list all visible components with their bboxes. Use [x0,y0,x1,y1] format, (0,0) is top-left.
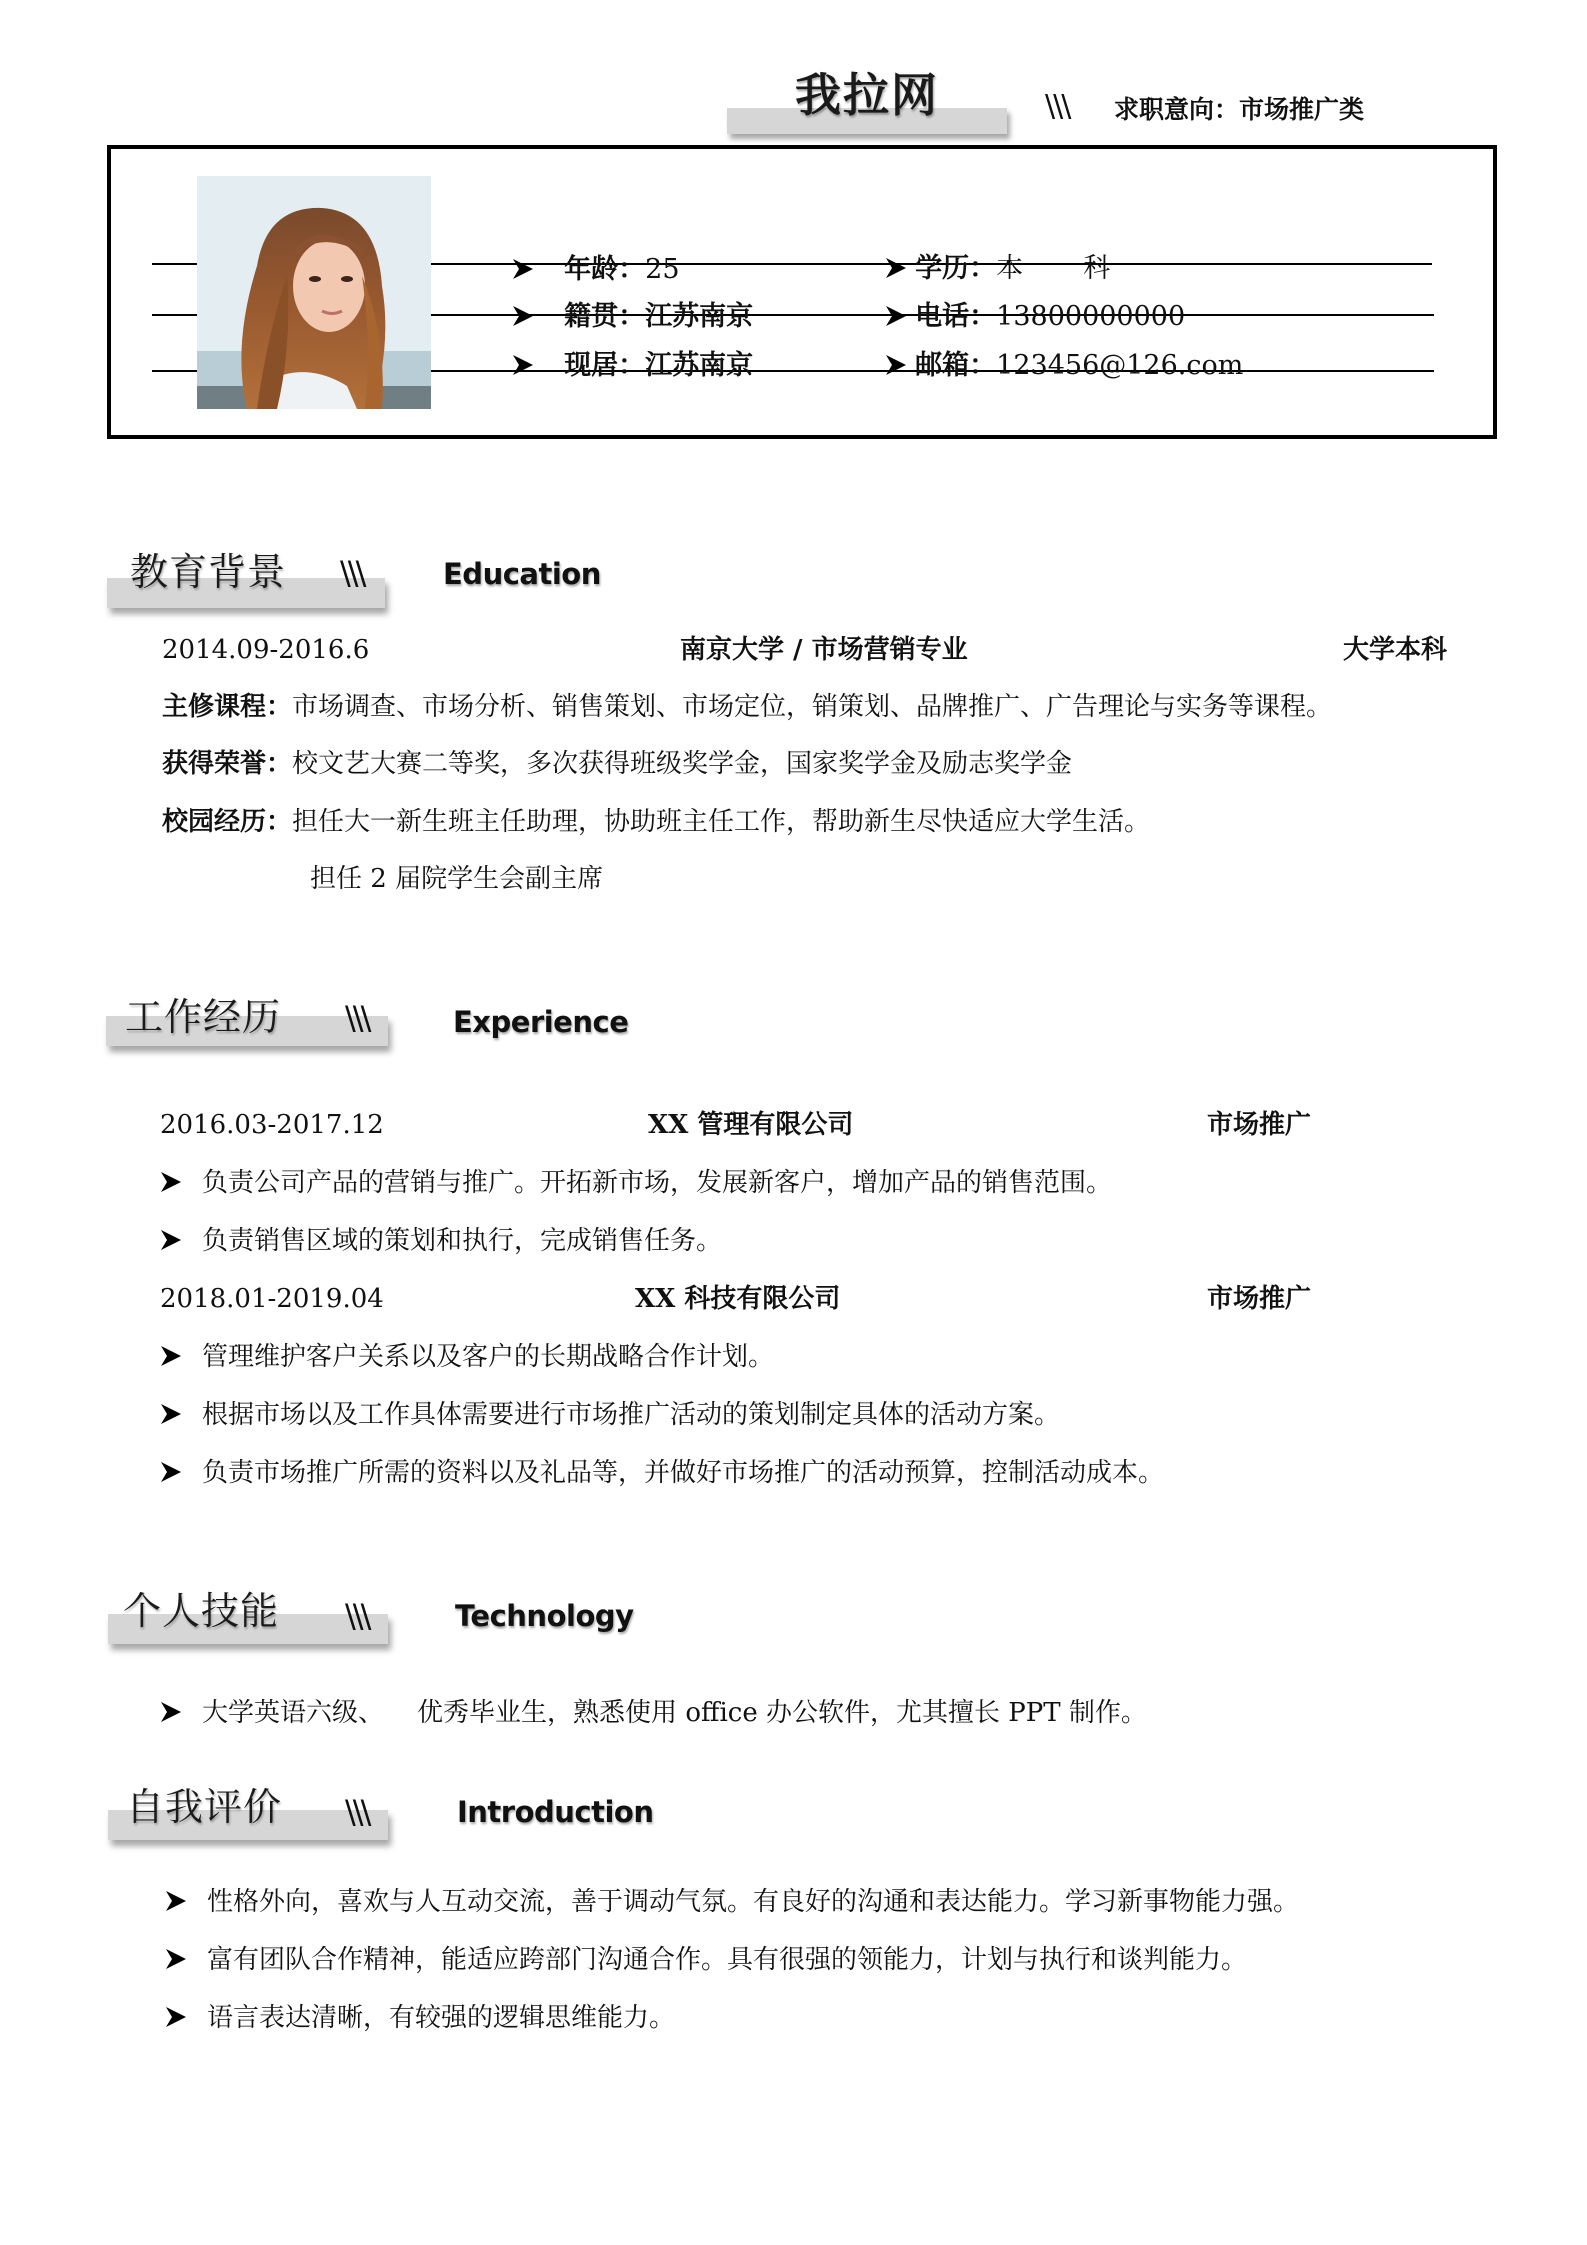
duty-text: 管理维护客户关系以及客户的长期战略合作计划。 [202,1342,775,1372]
section-title: 自我评价 [126,1785,283,1829]
education-period: 2014.09-2016.6 [162,635,370,665]
arrow-bullet-icon [160,1403,182,1425]
slash-decoration: \\\ [345,999,369,1037]
arrow-bullet-icon [165,1948,187,1970]
info-label: 电话： [915,301,997,332]
job-role: 市场推广 [1207,1284,1312,1314]
row-label: 获得荣誉： [162,749,293,779]
job-duty [160,1344,774,1370]
arrow-bullet-icon [885,354,907,376]
info-value: 25 [645,254,680,285]
arrow-bullet-icon [165,1890,187,1912]
info-label: 籍贯： [564,301,646,332]
divider-line [152,314,198,316]
portrait-image-icon [197,176,431,409]
job-period: 2018.01-2019.04 [160,1284,384,1314]
row-label: 主修课程： [162,692,293,722]
section-title: 个人技能 [123,1589,280,1633]
job-duty [160,1460,1164,1486]
duty-text: 根据市场以及工作具体需要进行市场推广活动的策划制定具体的活动方案。 [202,1400,1061,1430]
section-title-en: Technology [455,1599,634,1633]
info-residence [495,325,753,379]
info-email [868,325,1243,379]
job-duty [160,1402,1060,1428]
education-campus [162,809,1150,835]
evaluation-item [165,1889,1299,1915]
info-label: 邮箱： [915,350,997,381]
education-school: 南京大学 / 市场营销专业 [680,635,968,665]
duty-text: 负责市场推广所需的资料以及礼品等，并做好市场推广的活动预算，控制活动成本。 [202,1458,1165,1488]
info-label: 年龄： [564,254,646,285]
section-title: 工作经历 [125,995,282,1039]
evaluation-text: 性格外向，喜欢与人互动交流，善于调动气氛。有良好的沟通和表达能力。学习新事物能力强。 [207,1887,1300,1917]
info-value: 本 科 [996,253,1111,284]
section-title-en: Education [443,557,601,591]
arrow-bullet-icon [160,1701,182,1723]
arrow-bullet-icon [160,1171,182,1193]
evaluation-item [165,2005,675,2031]
info-age [495,229,680,283]
job-duty [160,1228,722,1254]
duty-text: 负责公司产品的营销与推广。开拓新市场，发展新客户，增加产品的销售范围。 [202,1168,1113,1198]
job-company: XX 管理有限公司 [648,1110,854,1140]
slash-decoration: \\\ [340,554,364,592]
skill-item [160,1700,1147,1726]
slash-decoration: \\\ [345,1597,369,1635]
arrow-bullet-icon [160,1461,182,1483]
slash-decoration: \\\ [1045,89,1070,124]
info-label: 现居： [564,350,646,381]
divider-line [152,370,198,372]
info-value: 13800000000 [996,301,1186,332]
arrow-bullet-icon [160,1229,182,1251]
arrow-bullet-icon [160,1345,182,1367]
info-value: 江苏南京 [645,350,754,381]
arrow-bullet-icon [512,354,534,376]
info-value: 江苏南京 [645,301,754,332]
divider-line [152,263,198,265]
row-value: 担任大一新生班主任助理，协助班主任工作，帮助新生尽快适应大学生活。 [292,807,1151,837]
row-value: 校文艺大赛二等奖，多次获得班级奖学金，国家奖学金及励志奖学金 [292,749,1073,779]
row-label: 校园经历： [162,807,293,837]
slash-decoration: \\\ [345,1793,369,1831]
job-objective: 求职意向：市场推广类 [1114,95,1365,124]
evaluation-text: 语言表达清晰，有较强的逻辑思维能力。 [207,2003,676,2033]
info-hometown [495,276,753,330]
job-company: XX 科技有限公司 [635,1284,841,1314]
info-phone [868,276,1185,330]
evaluation-text: 富有团队合作精神，能适应跨部门沟通合作。具有很强的领能力，计划与执行和谈判能力。 [207,1945,1248,1975]
evaluation-item [165,1947,1247,1973]
education-degree: 大学本科 [1343,635,1448,665]
arrow-bullet-icon [165,2006,187,2028]
row-value: 市场调查、市场分析、销售策划、市场定位，销策划、品牌推广、广告理论与实务等课程。 [292,692,1333,722]
resume-name-title: 我拉网 [795,68,939,122]
info-education [868,228,1110,282]
section-title-en: Experience [453,1005,629,1039]
info-label: 学历： [915,253,997,284]
duty-text: 负责销售区域的策划和执行，完成销售任务。 [202,1226,723,1256]
education-courses [162,694,1332,720]
info-value: 123456@126.com [996,350,1244,381]
section-title-en: Introduction [457,1795,654,1829]
section-title: 教育背景 [130,550,287,594]
job-period: 2016.03-2017.12 [160,1110,384,1140]
job-duty [160,1170,1112,1196]
arrow-bullet-icon [512,305,534,327]
arrow-bullet-icon [885,305,907,327]
portrait-photo [197,176,431,409]
skill-text: 大学英语六级、 优秀毕业生，熟悉使用 office 办公软件，尤其擅长 PPT 制作。 [202,1698,1147,1728]
job-role: 市场推广 [1207,1110,1312,1140]
education-campus-extra: 担任 2 届院学生会副主席 [310,864,604,894]
education-honors [162,751,1072,777]
